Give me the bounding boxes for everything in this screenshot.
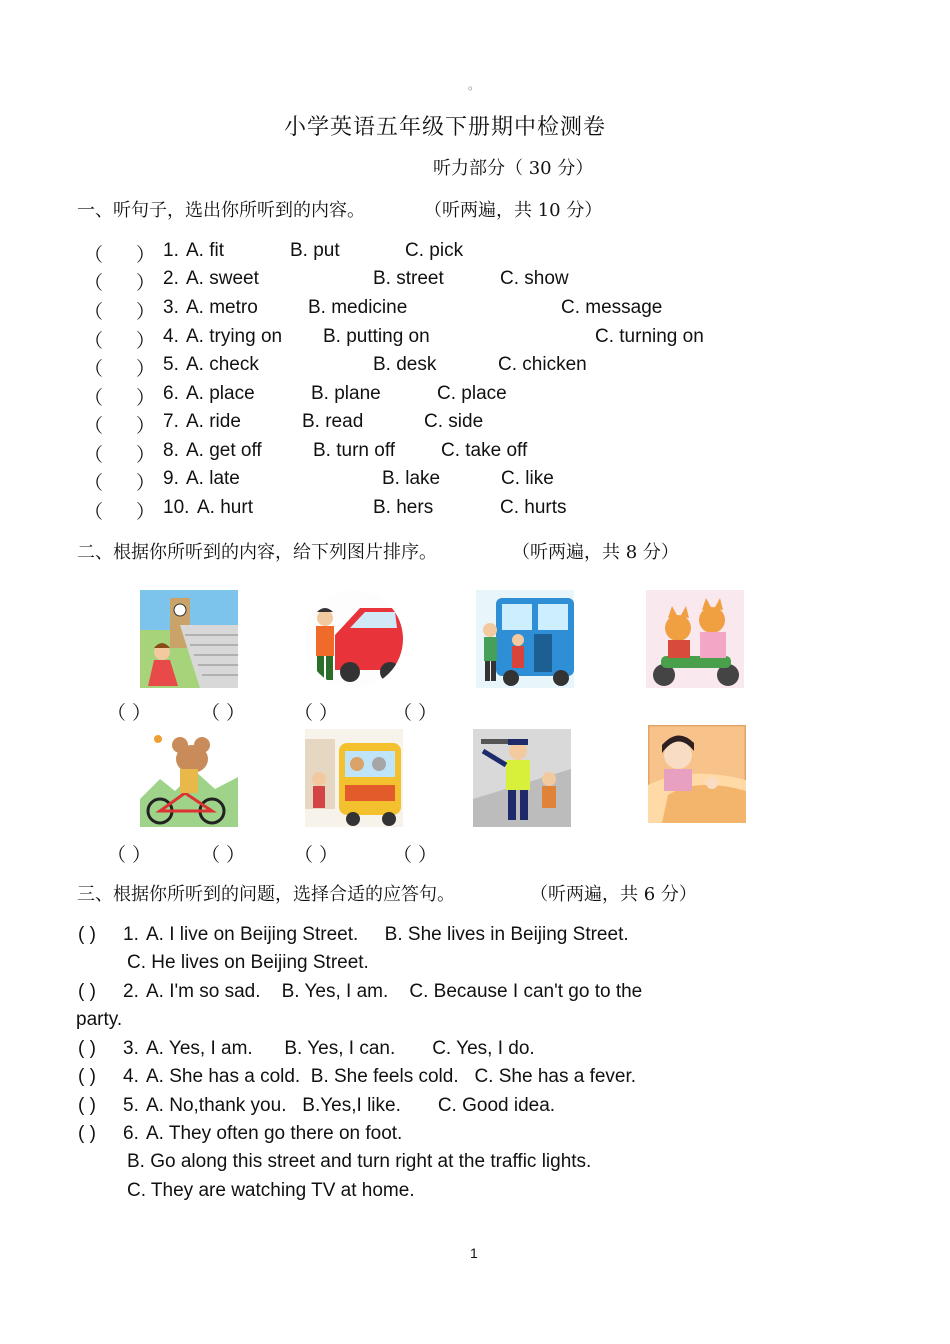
children-bus-picture: [476, 590, 574, 688]
option-a[interactable]: A. fit: [186, 240, 225, 261]
answer-paren-right[interactable]: ）: [136, 358, 156, 380]
answer-paren-right[interactable]: ）: [136, 472, 156, 494]
question-number: 1.: [123, 924, 139, 945]
option-b[interactable]: B. desk: [373, 354, 437, 375]
question-number: 5.: [123, 1095, 139, 1116]
answer-paren-right[interactable]: ）: [136, 272, 156, 294]
answer-paren[interactable]: ( ): [78, 1095, 96, 1116]
mouse-bike-icon: [140, 729, 238, 827]
answer-paren-left[interactable]: （: [84, 415, 104, 437]
answer-paren-left[interactable]: （: [84, 244, 104, 266]
traffic-police-picture: [473, 729, 571, 827]
picture-answer-blank[interactable]: （ ）: [201, 844, 246, 866]
answer-options-line[interactable]: A. I'm so sad. B. Yes, I am. C. Because I can't go to the: [146, 981, 643, 1002]
question-number: 4.: [163, 326, 179, 347]
answer-options-line[interactable]: A. Yes, I am. B. Yes, I can. C. Yes, I do.: [146, 1038, 535, 1059]
answer-paren-right[interactable]: ）: [136, 387, 156, 409]
picture-answer-blank[interactable]: （ ）: [294, 702, 339, 724]
answer-paren-right[interactable]: ）: [136, 444, 156, 466]
girl-stairs-icon: [140, 590, 238, 688]
option-c[interactable]: C. chicken: [498, 354, 587, 375]
boy-at-car-picture: [305, 590, 403, 688]
option-a[interactable]: A. metro: [186, 297, 258, 318]
question-number: 8.: [163, 440, 179, 461]
sick-girl-icon: [648, 725, 746, 823]
answer-options-line[interactable]: A. They often go there on foot.: [146, 1123, 403, 1144]
answer-paren-left[interactable]: （: [84, 472, 104, 494]
question-number: 2.: [123, 981, 139, 1002]
picture-answer-blank[interactable]: （ ）: [393, 844, 438, 866]
option-b[interactable]: B. turn off: [313, 440, 396, 461]
section2-heading: 二、根据你所听到的内容，给下列图片排序。: [77, 542, 437, 563]
traffic-police-icon: [473, 729, 571, 827]
picture-answer-blank[interactable]: （ ）: [393, 702, 438, 724]
option-c[interactable]: C. take off: [441, 440, 528, 461]
bus-icon: [476, 590, 574, 688]
option-a[interactable]: A. sweet: [186, 268, 259, 289]
answer-paren-left[interactable]: （: [84, 358, 104, 380]
option-a[interactable]: A. hurt: [197, 497, 253, 518]
listening-subtitle: 听力部分（ 30 分）: [433, 158, 594, 179]
question-number: 5.: [163, 354, 179, 375]
question-number: 1.: [163, 240, 179, 261]
answer-options-line[interactable]: A. I live on Beijing Street. B. She lives in Beijing Street.: [146, 924, 629, 945]
answer-paren[interactable]: ( ): [78, 981, 96, 1002]
picture-answer-blank[interactable]: （ ）: [107, 844, 152, 866]
animals-bus-picture: [305, 729, 403, 827]
answer-options-line[interactable]: A. She has a cold. B. She feels cold. C. She has a fever.: [146, 1066, 637, 1087]
answer-paren-right[interactable]: ）: [136, 330, 156, 352]
answer-paren-right[interactable]: ）: [136, 301, 156, 323]
mouse-bicycle-picture: [140, 729, 238, 827]
option-a[interactable]: A. place: [186, 383, 255, 404]
answer-paren-right[interactable]: ）: [136, 501, 156, 523]
option-b[interactable]: B. read: [302, 411, 364, 432]
picture-answer-blank[interactable]: （ ）: [107, 702, 152, 724]
cats-motorbike-icon: [646, 590, 744, 688]
question-number: 3.: [163, 297, 179, 318]
option-b[interactable]: B. medicine: [308, 297, 408, 318]
option-b[interactable]: B. hers: [373, 497, 434, 518]
picture-answer-blank[interactable]: （ ）: [294, 844, 339, 866]
answer-options-line[interactable]: B. Go along this street and turn right at the traffic lights.: [127, 1151, 592, 1172]
option-b[interactable]: B. putting on: [323, 326, 430, 347]
answer-options-line[interactable]: party.: [76, 1009, 123, 1030]
option-c[interactable]: C. place: [437, 383, 507, 404]
option-c[interactable]: C. side: [424, 411, 484, 432]
question-number: 6.: [163, 383, 179, 404]
answer-paren[interactable]: ( ): [78, 1038, 96, 1059]
answer-paren-right[interactable]: ）: [136, 415, 156, 437]
option-c[interactable]: C. hurts: [500, 497, 567, 518]
option-a[interactable]: A. ride: [186, 411, 241, 432]
option-a[interactable]: A. check: [186, 354, 259, 375]
question-number: 3.: [123, 1038, 139, 1059]
answer-options-line[interactable]: C. They are watching TV at home.: [127, 1180, 415, 1201]
option-b[interactable]: B. plane: [311, 383, 381, 404]
option-b[interactable]: B. lake: [382, 468, 441, 489]
section1-note: （听两遍，共 10 分）: [424, 200, 603, 221]
picture-answer-blank[interactable]: （ ）: [201, 702, 246, 724]
answer-paren-right[interactable]: ）: [136, 244, 156, 266]
boy-car-icon: [305, 590, 403, 688]
section1-heading: 一、听句子，选出你所听到的内容。: [77, 200, 365, 221]
answer-paren-left[interactable]: （: [84, 387, 104, 409]
option-a[interactable]: A. trying on: [186, 326, 283, 347]
question-number: 6.: [123, 1123, 139, 1144]
section2-note: （听两遍，共 8 分）: [512, 542, 679, 563]
answer-paren-left[interactable]: （: [84, 301, 104, 323]
option-c[interactable]: C. turning on: [595, 326, 704, 347]
page-number: 1: [470, 1245, 478, 1261]
option-b[interactable]: B. street: [373, 268, 444, 289]
question-number: 9.: [163, 468, 179, 489]
answer-paren[interactable]: ( ): [78, 924, 96, 945]
section3-heading: 三、根据你所听到的问题，选择合适的应答句。: [77, 884, 455, 905]
answer-paren-left[interactable]: （: [84, 330, 104, 352]
answer-paren-left[interactable]: （: [84, 444, 104, 466]
option-b[interactable]: B. put: [290, 240, 340, 261]
girl-at-stairs-picture: [140, 590, 238, 688]
answer-options-line[interactable]: A. No,thank you. B.Yes,I like. C. Good idea.: [146, 1095, 556, 1116]
option-c[interactable]: C. pick: [405, 240, 464, 261]
answer-paren[interactable]: ( ): [78, 1066, 96, 1087]
question-number: 10.: [163, 497, 190, 518]
question-number: 4.: [123, 1066, 139, 1087]
option-c[interactable]: C. message: [561, 297, 663, 318]
answer-options-line[interactable]: C. He lives on Beijing Street.: [127, 952, 369, 973]
header-dot: 。: [468, 78, 481, 92]
answer-paren-left[interactable]: （: [84, 501, 104, 523]
option-a[interactable]: A. get off: [186, 440, 262, 461]
answer-paren-left[interactable]: （: [84, 272, 104, 294]
option-c[interactable]: C. like: [501, 468, 554, 489]
section3-note: （听两遍，共 6 分）: [530, 884, 697, 905]
question-number: 7.: [163, 411, 179, 432]
page-title: 小学英语五年级下册期中检测卷: [284, 115, 607, 140]
option-a[interactable]: A. late: [186, 468, 240, 489]
question-number: 2.: [163, 268, 179, 289]
answer-paren[interactable]: ( ): [78, 1123, 96, 1144]
cats-motorbike-picture: [646, 590, 744, 688]
option-c[interactable]: C. show: [500, 268, 569, 289]
animals-bus-icon: [305, 729, 403, 827]
sick-girl-bed-picture: [648, 725, 746, 823]
